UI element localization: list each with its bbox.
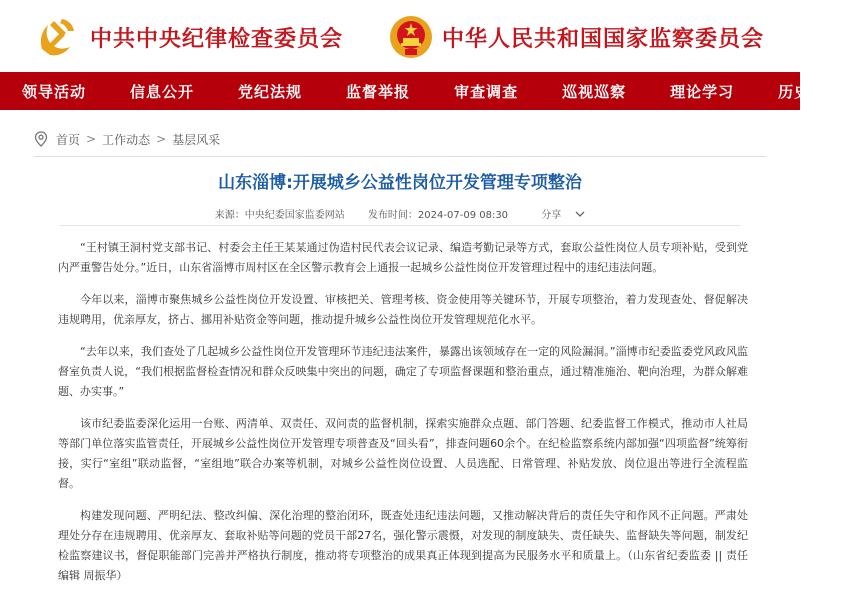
national-emblem-icon: [388, 14, 434, 60]
nsc-brand[interactable]: [388, 12, 764, 62]
article-source: 来源：中央纪委国家监委网站: [214, 210, 345, 221]
article-body: [58, 238, 748, 598]
ccdi-brand[interactable]: [32, 12, 343, 62]
breadcrumb-work-news[interactable]: 工作动态: [102, 132, 151, 147]
party-emblem-icon: [32, 13, 80, 61]
nav-item[interactable]: 监督举报: [346, 82, 411, 101]
ccdi-name: 中共中央纪律检查委员会: [90, 25, 344, 52]
nav-item[interactable]: 审查调查: [454, 82, 519, 101]
article-meta: [0, 206, 800, 221]
article-paragraph: 该市纪委监委深化运用一台账、两清单、双责任、双问责的监督机制，探索实施群众点题、部门答题、纪委监督工作模式，推动市人社局等部门单位落实监管责任，开展城乡公益性岗位开发管理专项普查及“回头看”，排查问题60余个。在纪检监察系统内部加强“四项监督”统筹衔接，实行“室组”联动监督，“室组地”联合办案等机制，对城乡公益性岗位设置、人员选配、日常管理、补贴发放、岗位退出等进行全流程监督。: [58, 417, 748, 490]
article-title: 山东淄博:开展城乡公益性岗位开发管理专项整治: [218, 173, 582, 193]
article-paragraph: 今年以来，淄博市聚焦城乡公益性岗位开发设置、审核把关、管理考核、资金使用等关键环节，开展专项整治，着力发现查处、督促解决违规聘用，优亲厚友，挤占、挪用补贴资金等问题，推动提升城乡公益性岗位开发管理规范化水平。: [58, 293, 748, 326]
breadcrumb-grassroots[interactable]: 基层风采: [172, 132, 221, 147]
nav-item[interactable]: 信息公开: [130, 82, 195, 101]
site-header: [0, 0, 800, 72]
share-label: 分享: [541, 210, 562, 221]
article-published: 发布时间：2024-07-09 08:30: [367, 210, 509, 221]
location-pin-icon: [34, 131, 48, 147]
breadcrumb-separator: >: [156, 132, 167, 146]
chevron-down-icon: [575, 210, 585, 218]
breadcrumb: [34, 126, 220, 152]
meta-divider: [60, 225, 740, 226]
nav-item[interactable]: 领导活动: [22, 82, 87, 101]
nav-item[interactable]: 党纪法规: [238, 82, 303, 101]
article-paragraph: “去年以来，我们查处了几起城乡公益性岗位开发管理环节违纪违法案件，暴露出该领域存在一定的风险漏洞。”淄博市纪委监委党风政风监督室负责人说，“我们根据监督检查情况和群众反映集中突出的问题，确定了专项监督课题和整治重点，通过精准施治、靶向治理，为群众解难题、办实事。”: [58, 345, 748, 398]
article-paragraph: “王村镇王洞村党支部书记、村委会主任王某某通过伪造村民代表会议记录、编造考勤记录等方式，套取公益性岗位人员专项补贴，受到党内严重警告处分。”近日，山东省淄博市周村区在全区警示教育会上通报一起城乡公益性岗位开发管理过程中的违纪违法问题。: [58, 241, 748, 274]
nav-item[interactable]: 理论学习: [670, 82, 735, 101]
nav-item[interactable]: 历史文化: [778, 82, 843, 101]
breadcrumb-divider: [34, 156, 766, 157]
breadcrumb-home[interactable]: 首页: [56, 132, 81, 147]
main-nav: [0, 72, 843, 110]
share-button[interactable]: [531, 206, 585, 221]
nav-item[interactable]: 巡视巡察: [562, 82, 627, 101]
nsc-name: 中华人民共和国国家监察委员会: [442, 25, 765, 52]
article-paragraph: 构建发现问题、严明纪法、整改纠偏、深化治理的整治闭环，既查处违纪违法问题，又推动解决背后的责任失守和作风不正问题。严肃处理处分存在违规聘用、优亲厚友、套取补贴等问题的党员干部27名，强化警示震慑，对发现的制度缺失、责任缺失、监督缺失等问题，制发纪检监察建议书，督促职能部门完善并严格执行制度，推动将专项整治的成果真正体现到提高为民服务水平和质量上。（山东省纪委监委 || 责任编辑 周振华）: [58, 509, 748, 582]
breadcrumb-separator: >: [86, 132, 97, 146]
